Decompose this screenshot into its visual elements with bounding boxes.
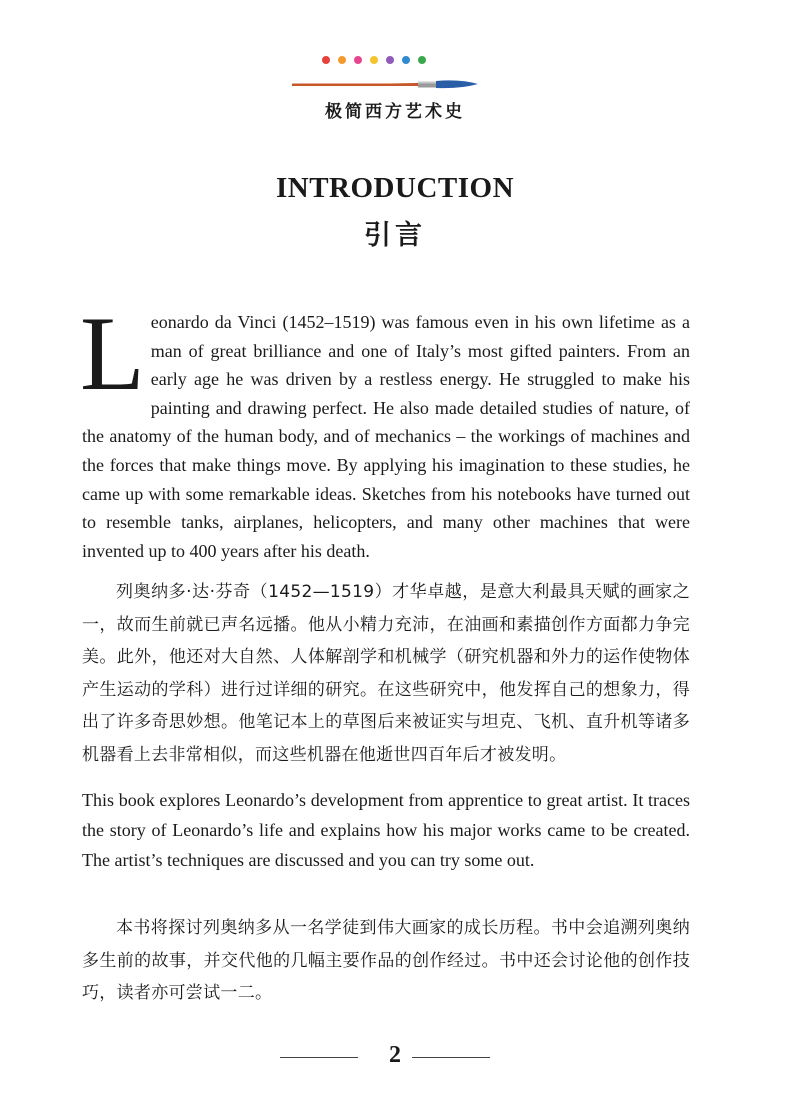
page-number: 2: [389, 1042, 401, 1068]
green-dot: [418, 56, 426, 64]
page-footer: [0, 1038, 790, 1078]
paintbrush-icon: [290, 78, 480, 90]
pink-dot: [354, 56, 362, 64]
paragraph-book-chinese: 本书将探讨列奥纳多从一名学徒到伟大画家的成长历程。书中会追溯列奥纳多生前的故事，并交代他的几幅主要作品的创作经过。书中还会讨论他的创作技巧，读者亦可尝试一二。: [82, 918, 690, 1003]
drop-cap: L: [80, 295, 145, 412]
paragraph-intro-english: [80, 295, 690, 565]
chapter-title-chinese: 引言: [364, 220, 426, 251]
purple-dot: [386, 56, 394, 64]
book-title: 极简西方艺术史: [325, 102, 465, 122]
footer-rule-right: [412, 1057, 490, 1058]
yellow-dot: [370, 56, 378, 64]
page-header: [0, 0, 790, 130]
chapter-title-english: INTRODUCTION: [275, 172, 515, 204]
color-dots: [322, 56, 426, 64]
red-dot: [322, 56, 330, 64]
blue-dot: [402, 56, 410, 64]
paragraph-intro-english-text: eonardo da Vinci (1452–1519) was famous even in his own lifetime as a man of great brilliance and one of Italy’s most gifted painters. From an early age he was driven by a restless energy. He struggled to make his painting and drawing perfect. He also made detailed studies of nature, of the anatomy of the human body, and of mechanics – the workings of machines and the forces that make things move. By applying his imagination to these studies, he came up with some remarkable ideas. Sketches from his notebooks have turned out to resemble tanks, airplanes, helicopters, and many other machines that were invented up to 400 years after his death.: [82, 312, 690, 561]
paragraph-book-english: This book explores Leonardo’s development from apprentice to great artist. It traces the story of Leonardo’s life and explains how his major works came to be created. The artist’s techniques are discussed and you can try some out.: [82, 790, 690, 870]
orange-dot: [338, 56, 346, 64]
paragraph-intro-chinese: 列奥纳多·达·芬奇（1452—1519）才华卓越，是意大利最具天赋的画家之一，故而生前就已声名远播。他从小精力充沛，在油画和素描创作方面都力争完美。此外，他还对大自然、人体解剖学和机械学（研究机器和外力的运作使物体产生运动的学科）进行过详细的研究。在这些研究中，他发挥自己的想象力，得出了许多奇思妙想。他笔记本上的草图后来被证实与坦克、飞机、直升机等诸多机器看上去非常相似，而这些机器在他逝世四百年后才被发明。: [82, 582, 690, 765]
